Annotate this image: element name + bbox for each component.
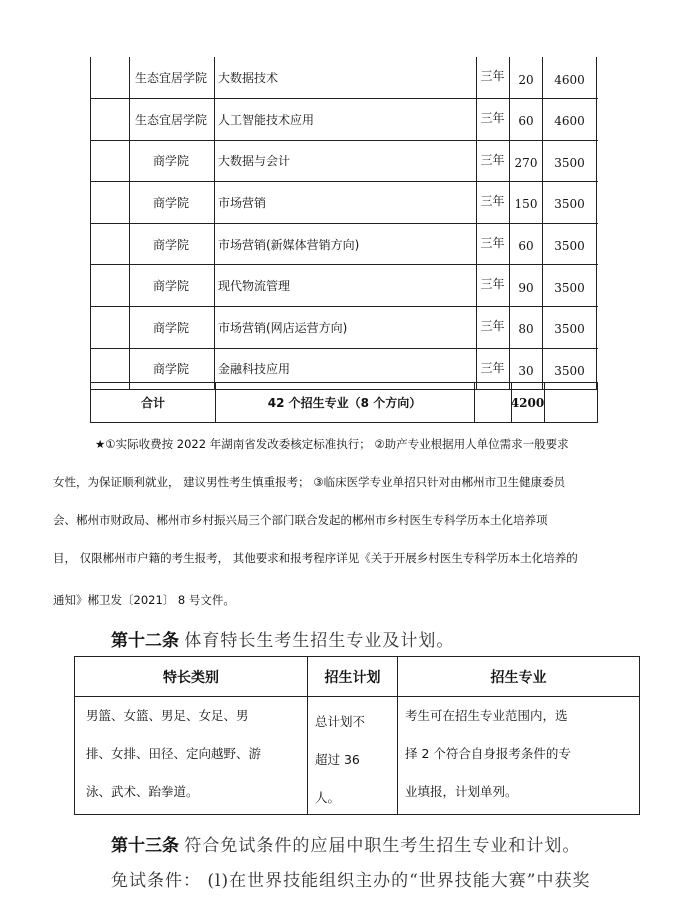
row-index-spacer	[90, 265, 130, 306]
plan-cell: 150	[510, 182, 543, 223]
plan-line: 人。	[315, 790, 341, 805]
header-major: 招生专业	[398, 657, 639, 697]
major-cell: 大数据与会计	[215, 141, 477, 182]
plan-cell	[315, 703, 395, 817]
major-cell: 市场营销	[215, 182, 477, 223]
plan-cell: 90	[510, 265, 543, 306]
college-cell: 商学院	[128, 265, 215, 306]
table-row	[90, 265, 598, 307]
major-line: 择 2 个符合自身报考条件的专	[405, 746, 571, 761]
plan-cell: 270	[510, 141, 543, 182]
note-line: 目， 仅限郴州市户籍的考生报考， 其他要求和报考程序详见《关于开展乡村医生专科学历本土化培养的	[53, 551, 578, 565]
fee-cell: 4600	[543, 57, 597, 98]
fee-cell: 3500	[543, 265, 597, 306]
college-cell: 生态宜居学院	[128, 99, 215, 140]
major-cell: 大数据技术	[215, 57, 477, 98]
major-cell: 现代物流管理	[215, 265, 477, 306]
major-line: 业填报，计划单列。	[405, 784, 518, 799]
article-12-heading	[111, 626, 454, 651]
note-line: 会、郴州市财政局、郴州市乡村振兴局三个部门联合发起的郴州市乡村医生专科学历本土化培养项	[53, 513, 548, 527]
row-index-spacer	[90, 57, 130, 98]
article-number: 第十二条	[111, 631, 179, 651]
years-cell: 三年	[476, 99, 510, 140]
major-cell: 金融科技应用	[215, 349, 477, 390]
row-index-spacer	[90, 182, 130, 223]
fee-cell: 3500	[543, 349, 597, 390]
table-row	[90, 57, 598, 99]
table-row	[90, 141, 598, 183]
row-index-spacer	[90, 99, 130, 140]
enrollment-table	[90, 57, 598, 390]
college-cell: 商学院	[128, 141, 215, 182]
fee-cell: 3500	[543, 307, 597, 348]
years-cell: 三年	[476, 57, 510, 98]
header-plan: 招生计划	[308, 657, 397, 697]
sports-table	[74, 656, 640, 815]
row-index-spacer	[90, 224, 130, 265]
major-cell: 市场营销(新媒体营销方向)	[215, 224, 477, 265]
table-row	[90, 182, 598, 224]
years-cell: 三年	[476, 349, 510, 390]
note-line: 女性，为保证顺利就业， 建议男性考生慎重报考； ③临床医学专业单招只针对由郴州市卫生健康委员	[53, 475, 566, 489]
table-row	[90, 307, 598, 349]
college-cell: 商学院	[128, 349, 215, 390]
row-index-spacer	[90, 307, 130, 348]
plan-cell: 80	[510, 307, 543, 348]
plan-cell: 60	[510, 99, 543, 140]
total-years-empty	[474, 383, 512, 422]
total-plan: 4200	[511, 383, 545, 422]
major-cell: 人工智能技术应用	[215, 99, 477, 140]
college-cell: 商学院	[128, 182, 215, 223]
table-row	[90, 224, 598, 266]
fee-cell: 3500	[543, 224, 597, 265]
total-label: 合计	[91, 383, 216, 422]
years-cell: 三年	[476, 182, 510, 223]
plan-line: 总计划不	[315, 714, 366, 729]
total-description: 42 个招生专业（8 个方向）	[215, 383, 475, 422]
major-line: 考生可在招生专业范围内，选	[405, 708, 568, 723]
years-cell: 三年	[476, 265, 510, 306]
specialty-line: 泳、武术、跆拳道。	[86, 784, 199, 799]
plan-cell: 20	[510, 57, 543, 98]
table-row	[90, 99, 598, 141]
article-text: 体育特长生考生招生专业及计划。	[184, 631, 455, 651]
row-index-spacer	[90, 141, 130, 182]
fee-cell: 3500	[543, 141, 597, 182]
major-cell: 市场营销(网店运营方向)	[215, 307, 477, 348]
years-cell: 三年	[476, 307, 510, 348]
article-13-heading	[111, 831, 580, 856]
fee-cell: 4600	[543, 99, 597, 140]
header-specialty: 特长类别	[75, 657, 307, 697]
note-line: 通知》郴卫发〔2021〕 8 号文件。	[53, 593, 235, 607]
specialty-line: 排、女排、田径、定向越野、游	[86, 746, 262, 761]
years-cell: 三年	[476, 224, 510, 265]
enrollment-total-row	[90, 382, 598, 423]
plan-line: 超过 36	[315, 752, 360, 767]
specialty-line: 男篮、女篮、男足、女足、男	[86, 708, 249, 723]
article-number: 第十三条	[111, 836, 179, 856]
college-cell: 商学院	[128, 307, 215, 348]
plan-cell: 30	[510, 349, 543, 390]
major-cell	[405, 697, 639, 811]
college-cell: 商学院	[128, 224, 215, 265]
note-line: ★①实际收费按 2022 年湖南省发改委核定标准执行； ②助产专业根据用人单位需求一般要求	[95, 437, 569, 451]
years-cell: 三年	[476, 141, 510, 182]
college-cell: 生态宜居学院	[128, 57, 215, 98]
exemption-conditions-line: 免试条件： (l)在世界技能组织主办的“世界技能大赛”中获奖	[111, 871, 591, 891]
specialty-cell	[86, 697, 306, 811]
article-text: 符合免试条件的应届中职生考生招生专业和计划。	[184, 836, 581, 856]
plan-cell: 60	[510, 224, 543, 265]
fee-cell: 3500	[543, 182, 597, 223]
